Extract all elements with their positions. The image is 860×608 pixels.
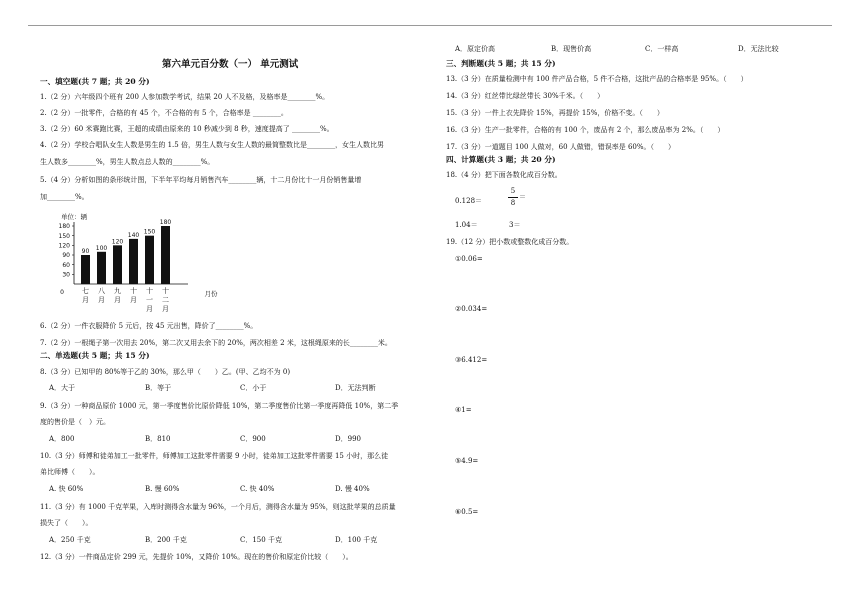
x-tick-label: 月	[98, 296, 105, 304]
section-true-false: 三、判断题(共 5 题；共 15 分)	[446, 59, 556, 68]
q8-option-c[interactable]: C．小于	[240, 384, 267, 392]
bar	[129, 239, 138, 284]
question-11-line2: 损失了（ ）。	[40, 519, 93, 527]
convert-item-4: ④1=	[455, 406, 472, 414]
x-tick-label: 八	[98, 287, 105, 295]
bar	[97, 252, 106, 284]
q12-option-d[interactable]: D．无法比较	[738, 45, 779, 53]
bar	[113, 245, 122, 284]
question-2: 2.（2 分）一批零件，合格的有 45 个，不合格的有 5 个，合格率是 ________。	[40, 109, 288, 117]
q10-option-c[interactable]: C. 快 40%	[240, 485, 275, 493]
question-5-line1: 5.（4 分）分析如图的条形统计图，下半年平均每月销售汽车________辆，十二月份比十一月份销售量增	[40, 176, 362, 184]
question-10-line1: 10.（3 分）师傅和徒弟加工一批零件，师傅加工这批零件需要 9 小时，徒弟加工这批零件需要 15 小时，那么徒	[40, 452, 389, 460]
question-7: 7.（2 分）一根绳子第一次用去 20%，第二次又用去余下的 20%，两次相差 2 米，这根绳原来的长________米。	[40, 339, 392, 347]
origin-label: 0	[60, 289, 64, 296]
y-tick-label: 60	[62, 261, 70, 269]
fraction-denominator: 8	[510, 199, 516, 207]
bar	[145, 236, 154, 284]
q11-option-a[interactable]: A．250 千克	[49, 536, 91, 544]
convert-item-2: ②0.034=	[455, 305, 488, 313]
bar-value-label: 140	[127, 231, 140, 239]
question-18: 18.（4 分）把下面各数化成百分数。	[446, 171, 562, 179]
convert-item-6: ⑥0.5=	[455, 508, 479, 516]
question-1: 1.（2 分）六年级四个班有 200 人参加数学考试，结果 20 人不及格，及格率是________%。	[40, 93, 330, 101]
question-15: 15.（3 分）一件上衣先降价 15%，再提价 15%，价格不变。（ ）	[446, 109, 664, 117]
question-13: 13.（3 分）在质量检测中有 100 件产品合格，5 件不合格，这批产品的合格率是 95%。（ ）	[446, 75, 748, 83]
section-calculation: 四、计算题(共 3 题；共 20 分)	[446, 155, 556, 164]
q9-option-d[interactable]: D．990	[335, 435, 361, 443]
calc-0128: 0.128＝	[455, 197, 483, 205]
y-tick-label: 90	[62, 252, 70, 260]
x-tick-label: 月	[114, 296, 121, 304]
question-8: 8.（3 分）已知甲的 80%等于乙的 30%，那么甲（ ）乙。(甲、乙均不为 0)	[40, 368, 291, 376]
section-single-choice: 二、单选题(共 5 题；共 15 分)	[40, 351, 150, 360]
q9-option-c[interactable]: C．900	[240, 435, 266, 443]
x-tick-label: 一	[146, 296, 153, 304]
sales-bar-chart	[48, 212, 238, 318]
x-tick-label: 月	[162, 305, 169, 313]
y-tick-label: 150	[58, 232, 70, 240]
page-title: 第六单元百分数（一） 单元测试	[162, 59, 299, 70]
q12-option-b[interactable]: B．现售价高	[551, 45, 592, 53]
x-tick-label: 七	[82, 287, 89, 295]
bar-value-label: 120	[111, 238, 124, 246]
x-tick-label: 月	[146, 305, 153, 313]
section-fill-blank: 一、填空题(共 7 题；共 20 分)	[40, 77, 150, 86]
question-19: 19.（12 分）把小数或整数化成百分数。	[446, 238, 574, 246]
question-3: 3.（2 分）60 米赛跑比赛，王超的成绩由原来的 10 秒减少到 8 秒，速度提高了 ________%。	[40, 125, 334, 133]
bar-value-label: 180	[159, 219, 172, 226]
bar-value-label: 150	[143, 228, 156, 236]
q8-option-a[interactable]: A．大于	[49, 384, 76, 392]
question-6: 6.（2 分）一件衣服降价 5 元后，按 45 元出售，降价了________%。	[40, 322, 258, 330]
question-9-line1: 9.（3 分）一种商品原价 1000 元，第一季度售价比原价降低 10%，第二季度售价比第一季度再降低 10%，第二季	[40, 402, 399, 410]
question-10-line2: 弟比师傅（ ）。	[40, 468, 100, 476]
x-tick-label: 十	[130, 287, 137, 295]
q11-option-d[interactable]: D．100 千克	[335, 536, 378, 544]
x-axis-label: 月份	[204, 290, 218, 298]
x-tick-label: 二	[162, 296, 169, 304]
question-4-line1: 4.（2 分）学校合唱队女生人数是男生的 1.5 倍，男生人数与女生人数的最简整数比是________，女生人数比男	[40, 141, 384, 149]
question-12: 12.（3 分）一件商品定价 299 元，先提价 10%，又降价 10%。现在的售价和原定价比较（ ）。	[40, 553, 353, 561]
q9-option-b[interactable]: B．810	[145, 435, 171, 443]
x-tick-label: 十	[162, 287, 169, 295]
page-top-rule	[28, 25, 832, 26]
calc-104: 1.04＝	[455, 221, 478, 229]
question-4-line2: 生人数多________%，男生人数点总人数的________%。	[40, 158, 215, 166]
q10-option-a[interactable]: A. 快 60%	[49, 485, 84, 493]
q8-option-b[interactable]: B．等于	[145, 384, 172, 392]
q12-option-a[interactable]: A．原定价高	[455, 45, 496, 53]
bar	[81, 255, 90, 284]
bar-value-label: 100	[95, 244, 108, 252]
q10-option-b[interactable]: B. 慢 60%	[145, 485, 180, 493]
q9-option-a[interactable]: A．800	[49, 435, 75, 443]
q11-option-c[interactable]: C．150 千克	[240, 536, 282, 544]
question-14: 14.（3 分）红丝带比绿丝带长 30%千米。（ ）	[446, 92, 605, 100]
q8-option-d[interactable]: D．无法判断	[335, 384, 376, 392]
y-tick-label: 30	[62, 271, 70, 279]
fraction-bar	[508, 197, 518, 198]
question-9-line2: 度的售价是（ ）元。	[40, 418, 110, 426]
question-16: 16.（3 分）生产一批零件，合格的有 100 个，废品有 2 个，那么废品率为 2%。（ ）	[446, 126, 725, 134]
fraction-equals: ＝	[519, 193, 526, 201]
bar-value-label: 90	[81, 248, 90, 255]
x-tick-label: 十	[146, 287, 153, 295]
q10-option-d[interactable]: D. 慢 40%	[335, 485, 370, 493]
q11-option-b[interactable]: B．200 千克	[145, 536, 187, 544]
convert-item-3: ③6.412=	[455, 356, 488, 364]
y-tick-label: 120	[58, 242, 70, 250]
x-tick-label: 九	[114, 287, 121, 295]
q12-option-c[interactable]: C．一样高	[645, 45, 679, 53]
question-5-line2: 加________%。	[40, 193, 89, 201]
convert-item-1: ①0.06=	[455, 255, 483, 263]
question-11-line1: 11.（3 分）有 1000 千克苹果，入库时测得含水量为 96%，一个月后，测得含水量为 95%，则这批苹果的总质量	[40, 503, 396, 511]
convert-item-5: ⑤4.9=	[455, 457, 479, 465]
x-tick-label: 月	[130, 296, 137, 304]
calc-3: 3＝	[509, 221, 521, 229]
bar	[161, 226, 170, 284]
y-tick-label: 180	[58, 223, 70, 231]
fraction-numerator: 5	[510, 187, 516, 195]
question-17: 17.（3 分）一道题目 100 人做对，60 人做错，错误率是 60%。（ ）	[446, 143, 676, 151]
x-tick-label: 月	[82, 296, 89, 304]
y-axis-label: 单位：辆	[61, 213, 87, 221]
